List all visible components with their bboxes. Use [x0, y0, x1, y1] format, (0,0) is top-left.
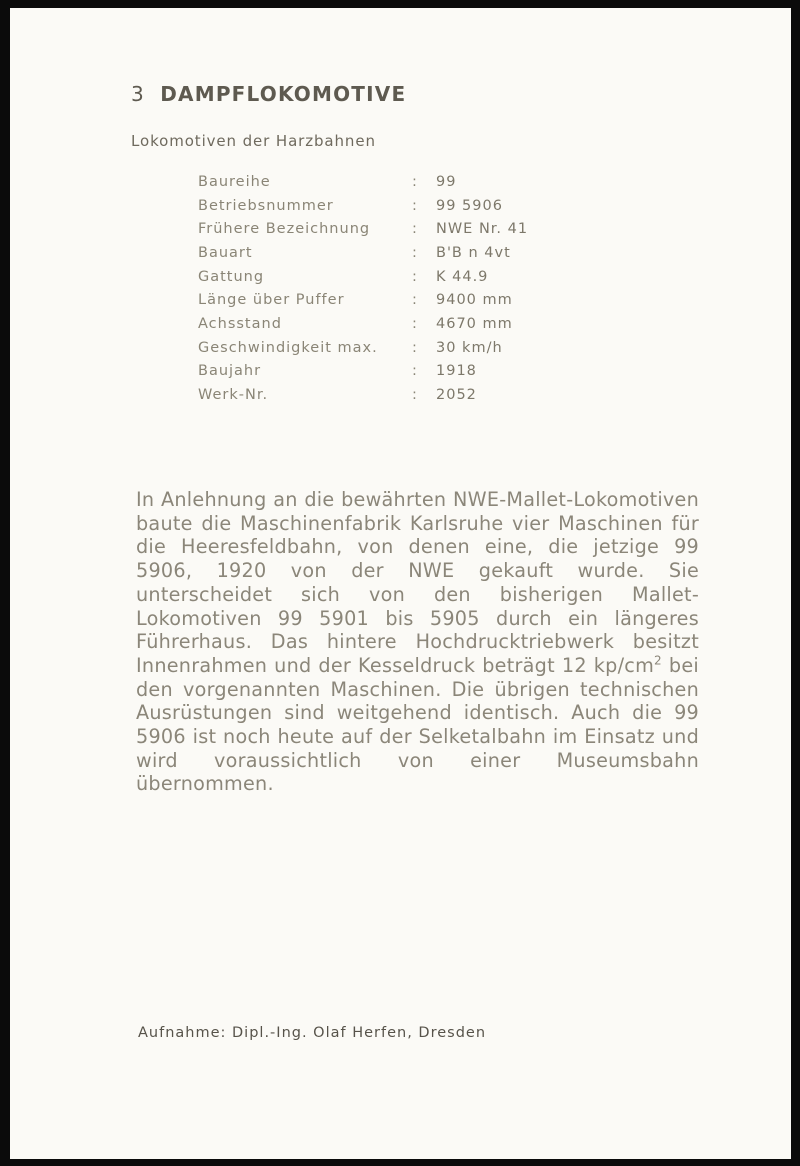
spec-label: Achsstand [198, 315, 282, 332]
spec-value: B'B n 4vt [436, 244, 511, 261]
spec-row [198, 360, 528, 384]
spec-row [198, 217, 528, 241]
spec-row [198, 383, 528, 407]
spec-row [198, 194, 528, 218]
spec-row [198, 288, 528, 312]
spec-separator: : [412, 221, 418, 238]
spec-value: NWE Nr. 41 [436, 221, 529, 238]
spec-value: K 44.9 [436, 268, 489, 285]
spec-label: Baujahr [198, 363, 262, 380]
spec-label: Betriebsnummer [198, 197, 334, 214]
photo-credit: Aufnahme: Dipl.-Ing. Olaf Herfen, Dresden [138, 1025, 487, 1041]
spec-row [198, 170, 528, 194]
spec-label: Bauart [198, 244, 253, 261]
spec-separator: : [412, 244, 418, 261]
spec-label: Länge über Puffer [198, 292, 345, 309]
heading-number: 3 [131, 82, 145, 106]
spec-row [198, 241, 528, 265]
spec-value: 2052 [436, 387, 477, 404]
spec-row [198, 312, 528, 336]
spec-separator: : [412, 197, 418, 214]
spec-label: Baureihe [198, 173, 271, 190]
postcard-back [10, 8, 791, 1159]
spec-value: 99 [436, 173, 457, 190]
spec-separator: : [412, 363, 418, 380]
spec-label: Werk-Nr. [198, 387, 269, 404]
description-text-2: bei den vorgenannten Maschinen. Die übrigen technischen Ausrüstungen sind weitgehend identisch. Auch die 99 5906 ist noch heute auf der Selketalbahn im Einsatz und wird voraussichtlich von einer Museumsbahn übernommen. [136, 653, 699, 796]
spec-separator: : [412, 387, 418, 404]
heading-title: DAMPFLOKOMOTIVE [160, 82, 407, 106]
spec-separator: : [412, 268, 418, 285]
spec-separator: : [412, 339, 418, 356]
subtitle: Lokomotiven der Harzbahnen [131, 132, 376, 150]
spec-separator: : [412, 173, 418, 190]
description-paragraph [136, 488, 699, 796]
spec-label: Geschwindigkeit max. [198, 339, 378, 356]
spec-row [198, 265, 528, 289]
spec-row [198, 336, 528, 360]
spec-value: 4670 mm [436, 315, 513, 332]
superscript-exponent: 2 [654, 653, 662, 668]
page-heading [131, 82, 406, 106]
spec-label: Frühere Bezeichnung [198, 221, 371, 238]
spec-value: 30 km/h [436, 339, 503, 356]
spec-separator: : [412, 315, 418, 332]
description-text-1: In Anlehnung an die bewährten NWE-Mallet-Lokomotiven baute die Maschinenfabrik Karlsruhe vier Maschinen für die Heeresfeldbahn, von denen eine, die jetzige 99 5906, 1920 von der NWE gekauft wurde. Sie unterscheidet sich von den bisherigen Mallet-Lokomotiven 99 5901 bis 5905 durch ein längeres Führerhaus. Das hintere Hochdrucktriebwerk besitzt Innenrahmen und der Kesseldruck beträgt 12 kp/cm [136, 488, 699, 677]
spec-separator: : [412, 292, 418, 309]
spec-label: Gattung [198, 268, 265, 285]
spec-table [198, 170, 528, 407]
spec-value: 99 5906 [436, 197, 503, 214]
spec-value: 1918 [436, 363, 477, 380]
spec-value: 9400 mm [436, 292, 513, 309]
